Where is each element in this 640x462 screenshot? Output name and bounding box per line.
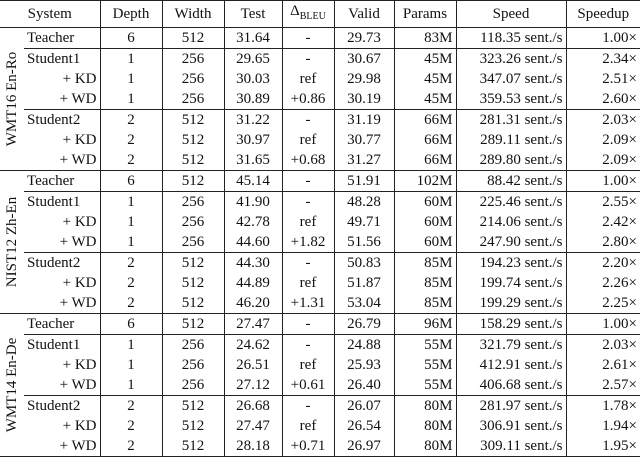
dataset-label-cell	[0, 28, 24, 171]
cell-speed: 289.80 sent./s	[456, 150, 566, 171]
cell-speed: 247.90 sent./s	[456, 232, 566, 253]
header-speedup: Speedup	[566, 1, 640, 28]
cell-system: + WD	[24, 436, 100, 457]
cell-width: 256	[162, 212, 224, 232]
cell-speedup: 2.03×	[566, 110, 640, 131]
cell-system: + KD	[62, 71, 97, 87]
cell-test: 46.20	[224, 293, 282, 314]
cell-params: 55M	[394, 355, 456, 375]
cell-speedup: 2.34×	[566, 49, 640, 70]
cell-test: 31.65	[224, 150, 282, 171]
table-row	[0, 253, 640, 274]
cell-speedup: 2.42×	[566, 212, 640, 232]
cell-speed: 158.29 sent./s	[456, 314, 566, 335]
cell-system: Student1	[24, 192, 100, 213]
table-row	[0, 110, 640, 131]
cell-test: 41.90	[224, 192, 282, 213]
cell-delta-bleu: +0.71	[282, 436, 334, 457]
table-row	[0, 49, 640, 70]
cell-delta-bleu: -	[282, 253, 334, 274]
cell-depth: 2	[100, 253, 162, 274]
cell-speedup: 2.03×	[566, 335, 640, 356]
cell-depth: 2	[100, 396, 162, 417]
cell-params: 45M	[394, 49, 456, 70]
cell-test: 30.89	[224, 89, 282, 110]
cell-speedup: 1.00×	[566, 314, 640, 335]
cell-system: + KD	[62, 214, 97, 230]
cell-valid: 29.98	[334, 69, 394, 89]
cell-speed: 347.07 sent./s	[456, 69, 566, 89]
cell-test: 27.47	[224, 314, 282, 335]
cell-speedup: 2.60×	[566, 89, 640, 110]
cell-system: + WD	[59, 91, 97, 107]
table-row	[0, 232, 640, 253]
cell-delta-bleu: -	[282, 49, 334, 70]
cell-system: Teacher	[24, 171, 100, 192]
cell-delta-bleu: +0.61	[282, 375, 334, 396]
cell-delta-bleu: -	[282, 335, 334, 356]
dataset-label: WMT14 En-De	[4, 337, 20, 433]
cell-test: 27.12	[224, 375, 282, 396]
cell-params: 96M	[394, 314, 456, 335]
cell-test: 44.89	[224, 273, 282, 293]
cell-system: Student1	[24, 335, 100, 356]
cell-speed: 225.46 sent./s	[456, 192, 566, 213]
cell-params: 85M	[394, 273, 456, 293]
cell-delta-bleu: -	[282, 192, 334, 213]
cell-speed: 309.11 sent./s	[456, 436, 566, 457]
cell-speedup: 1.94×	[566, 416, 640, 436]
cell-speedup: 1.00×	[566, 171, 640, 192]
cell-params: 66M	[394, 150, 456, 171]
header-system: System	[0, 1, 100, 28]
cell-valid: 30.19	[334, 89, 394, 110]
cell-speed: 199.74 sent./s	[456, 273, 566, 293]
cell-depth: 1	[100, 89, 162, 110]
table-row	[0, 273, 640, 293]
cell-speed: 289.11 sent./s	[456, 130, 566, 150]
cell-test: 30.03	[224, 69, 282, 89]
cell-speed: 88.42 sent./s	[456, 171, 566, 192]
cell-delta-bleu: +0.68	[282, 150, 334, 171]
cell-speed: 412.91 sent./s	[456, 355, 566, 375]
cell-system: Student2	[24, 253, 100, 274]
cell-speedup: 1.78×	[566, 396, 640, 417]
cell-width: 256	[162, 89, 224, 110]
cell-delta-bleu: -	[282, 396, 334, 417]
cell-params: 60M	[394, 212, 456, 232]
cell-delta-bleu: +1.31	[282, 293, 334, 314]
cell-params: 66M	[394, 130, 456, 150]
cell-speed: 406.68 sent./s	[456, 375, 566, 396]
cell-test: 29.65	[224, 49, 282, 70]
cell-system: + KD	[62, 357, 97, 373]
cell-params: 60M	[394, 192, 456, 213]
cell-test: 31.64	[224, 28, 282, 49]
cell-delta-bleu: +1.82	[282, 232, 334, 253]
cell-depth: 2	[100, 150, 162, 171]
table-row	[0, 355, 640, 375]
cell-depth: 2	[100, 273, 162, 293]
cell-speed: 306.91 sent./s	[456, 416, 566, 436]
cell-width: 512	[162, 28, 224, 49]
cell-width: 256	[162, 232, 224, 253]
header-params: Params	[394, 1, 456, 28]
cell-speedup: 2.55×	[566, 192, 640, 213]
cell-depth: 1	[100, 69, 162, 89]
table-row	[0, 28, 640, 49]
cell-depth: 2	[100, 130, 162, 150]
header-delta-symbol: Δ	[290, 3, 300, 19]
cell-valid: 26.79	[334, 314, 394, 335]
cell-speedup: 2.20×	[566, 253, 640, 274]
cell-speedup: 2.80×	[566, 232, 640, 253]
header-speed: Speed	[456, 1, 566, 28]
cell-speedup: 2.26×	[566, 273, 640, 293]
cell-test: 42.78	[224, 212, 282, 232]
cell-test: 31.22	[224, 110, 282, 131]
cell-valid: 53.04	[334, 293, 394, 314]
cell-speedup: 2.09×	[566, 130, 640, 150]
cell-depth: 2	[100, 293, 162, 314]
cell-system: + WD	[59, 152, 97, 168]
cell-speed: 281.97 sent./s	[456, 396, 566, 417]
cell-width: 512	[162, 130, 224, 150]
cell-delta-bleu: -	[282, 171, 334, 192]
cell-speedup: 2.09×	[566, 150, 640, 171]
table-row	[0, 130, 640, 150]
cell-width: 512	[162, 171, 224, 192]
cell-params: 66M	[394, 110, 456, 131]
cell-width: 256	[162, 355, 224, 375]
cell-params: 80M	[394, 396, 456, 417]
cell-speedup: 2.51×	[566, 69, 640, 89]
table-row	[0, 293, 640, 314]
cell-params: 80M	[394, 416, 456, 436]
cell-params: 60M	[394, 232, 456, 253]
cell-width: 512	[162, 253, 224, 274]
cell-test: 30.97	[224, 130, 282, 150]
cell-system: + WD	[59, 377, 97, 393]
cell-width: 256	[162, 375, 224, 396]
cell-test: 26.68	[224, 396, 282, 417]
cell-system: Student2	[24, 396, 100, 417]
cell-speed: 359.53 sent./s	[456, 89, 566, 110]
cell-width: 256	[162, 335, 224, 356]
cell-depth: 6	[100, 314, 162, 335]
cell-system: + KD	[62, 275, 97, 291]
cell-params: 80M	[394, 436, 456, 457]
cell-delta-bleu: ref	[282, 355, 334, 375]
cell-width: 512	[162, 436, 224, 457]
header-row	[0, 1, 640, 28]
cell-width: 512	[162, 416, 224, 436]
cell-depth: 6	[100, 28, 162, 49]
table-row	[0, 212, 640, 232]
cell-depth: 6	[100, 171, 162, 192]
cell-depth: 1	[100, 335, 162, 356]
cell-test: 44.60	[224, 232, 282, 253]
cell-valid: 30.67	[334, 49, 394, 70]
dataset-label: NIST12 Zh-En	[4, 196, 20, 288]
cell-delta-bleu: ref	[282, 69, 334, 89]
cell-depth: 2	[100, 436, 162, 457]
cell-valid: 26.97	[334, 436, 394, 457]
cell-width: 512	[162, 293, 224, 314]
cell-system: + WD	[59, 295, 97, 311]
cell-test: 27.47	[224, 416, 282, 436]
cell-depth: 1	[100, 212, 162, 232]
cell-test: 28.18	[224, 436, 282, 457]
cell-speed: 321.79 sent./s	[456, 335, 566, 356]
table-body	[0, 28, 640, 457]
header-delta-subscript: BLEU	[299, 11, 326, 22]
cell-test: 24.62	[224, 335, 282, 356]
cell-speed: 194.23 sent./s	[456, 253, 566, 274]
cell-valid: 51.87	[334, 273, 394, 293]
cell-delta-bleu: -	[282, 28, 334, 49]
cell-valid: 26.54	[334, 416, 394, 436]
cell-system: Student1	[24, 49, 100, 70]
cell-speedup: 1.00×	[566, 28, 640, 49]
table-row	[0, 416, 640, 436]
cell-valid: 51.56	[334, 232, 394, 253]
cell-width: 512	[162, 396, 224, 417]
cell-valid: 31.27	[334, 150, 394, 171]
cell-delta-bleu: ref	[282, 212, 334, 232]
cell-params: 55M	[394, 335, 456, 356]
cell-params: 85M	[394, 253, 456, 274]
cell-speed: 323.26 sent./s	[456, 49, 566, 70]
cell-system: + WD	[59, 234, 97, 250]
cell-test: 45.14	[224, 171, 282, 192]
cell-system: Student2	[24, 110, 100, 131]
cell-depth: 1	[100, 232, 162, 253]
cell-delta-bleu: -	[282, 110, 334, 131]
cell-valid: 26.40	[334, 375, 394, 396]
cell-depth: 1	[100, 375, 162, 396]
header-test: Test	[224, 1, 282, 28]
dataset-label-cell	[0, 171, 24, 314]
table-row	[0, 396, 640, 417]
cell-delta-bleu: -	[282, 314, 334, 335]
cell-valid: 25.93	[334, 355, 394, 375]
cell-params: 102M	[394, 171, 456, 192]
cell-width: 512	[162, 273, 224, 293]
cell-valid: 51.91	[334, 171, 394, 192]
dataset-label-cell	[0, 314, 24, 457]
cell-width: 512	[162, 110, 224, 131]
cell-width: 256	[162, 49, 224, 70]
cell-depth: 2	[100, 416, 162, 436]
cell-valid: 48.28	[334, 192, 394, 213]
cell-valid: 31.19	[334, 110, 394, 131]
header-depth: Depth	[100, 1, 162, 28]
header-width: Width	[162, 1, 224, 28]
cell-depth: 1	[100, 49, 162, 70]
cell-delta-bleu: +0.86	[282, 89, 334, 110]
cell-valid: 26.07	[334, 396, 394, 417]
table-row	[0, 171, 640, 192]
header-valid: Valid	[334, 1, 394, 28]
cell-speedup: 2.57×	[566, 375, 640, 396]
cell-system: Teacher	[24, 314, 100, 335]
cell-speed: 118.35 sent./s	[456, 28, 566, 49]
cell-speedup: 2.25×	[566, 293, 640, 314]
cell-width: 512	[162, 150, 224, 171]
cell-params: 83M	[394, 28, 456, 49]
cell-system: + KD	[62, 418, 97, 434]
cell-depth: 2	[100, 110, 162, 131]
table-caption	[0, 448, 640, 462]
cell-delta-bleu: ref	[282, 416, 334, 436]
table-row	[0, 150, 640, 171]
cell-depth: 1	[100, 192, 162, 213]
cell-speed: 281.31 sent./s	[456, 110, 566, 131]
cell-system: Teacher	[27, 30, 75, 46]
cell-width: 512	[162, 314, 224, 335]
dataset-label: WMT16 En-Ro	[4, 51, 20, 147]
cell-valid: 29.73	[334, 28, 394, 49]
cell-speed: 214.06 sent./s	[456, 212, 566, 232]
table-row	[0, 89, 640, 110]
table-row	[0, 335, 640, 356]
cell-valid: 24.88	[334, 335, 394, 356]
cell-test: 26.51	[224, 355, 282, 375]
table-row	[0, 69, 640, 89]
cell-valid: 49.71	[334, 212, 394, 232]
cell-delta-bleu: ref	[282, 130, 334, 150]
cell-delta-bleu: ref	[282, 273, 334, 293]
header-delta-bleu	[282, 1, 334, 28]
cell-depth: 1	[100, 355, 162, 375]
cell-speedup: 1.95×	[566, 436, 640, 457]
cell-width: 256	[162, 69, 224, 89]
cell-speedup: 2.61×	[566, 355, 640, 375]
cell-valid: 50.83	[334, 253, 394, 274]
cell-valid: 30.77	[334, 130, 394, 150]
table-row	[0, 192, 640, 213]
cell-params: 45M	[394, 89, 456, 110]
table-row	[0, 375, 640, 396]
cell-test: 44.30	[224, 253, 282, 274]
cell-params: 45M	[394, 69, 456, 89]
cell-system: + KD	[62, 132, 97, 148]
table-row	[0, 314, 640, 335]
cell-speed: 199.29 sent./s	[456, 293, 566, 314]
cell-width: 256	[162, 192, 224, 213]
cell-params: 55M	[394, 375, 456, 396]
cell-params: 85M	[394, 293, 456, 314]
